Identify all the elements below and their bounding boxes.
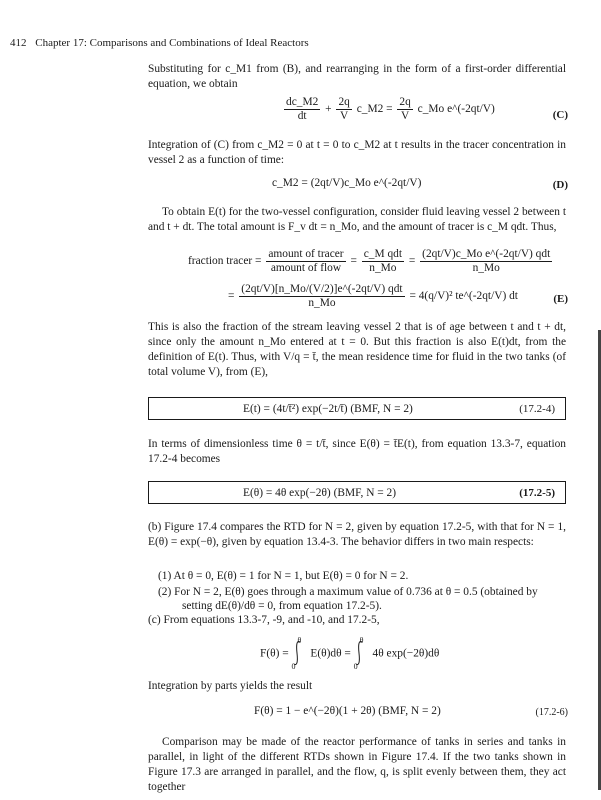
equation-e-line-2: = $\frac{\text{(2qt/V)[n\_Mo/(V/2)]e\textasciicircum{}(-2qt/V) qdt}}{n\_Mo}$ = 4(q/V)² te^(-2qt/V) dt — [228, 283, 518, 310]
equation-e-line-1: fraction tracer = $\frac{\text{amount of tracer}}{\text{amount of flow}}$ = $\frac{\text{c\_M qdt}}{n\_Mo}$ = $\frac{\text{(2qt/V)c\_Mo e\textasciicircum{}(-2qt/V) qdt}}{n\_Mo}$ — [188, 248, 551, 275]
eqe-lhs: fraction tracer = — [188, 255, 262, 268]
eqe-f4-num: (2qt/V)[n_Mo/(V/2)]e^(-2qt/V) qdt — [239, 283, 404, 297]
eqe-f2-num: c_M qdt — [362, 248, 404, 262]
eqe-f3-num: (2qt/V)c_Mo e^(-2qt/V) qdt — [420, 248, 552, 262]
integral-1-lower: 0 — [291, 662, 296, 671]
chapter-title: Chapter 17: Comparisons and Combinations of Ideal Reactors — [35, 37, 309, 49]
list-item-2: (2) For N = 2, E(θ) goes through a maximum value of 0.736 at θ = 0.5 (obtained by — [158, 586, 538, 598]
equation-17-2-6: F(θ) = 1 − e^(−2θ)(1 + 2θ) (BMF, N = 2) — [254, 705, 441, 717]
eqc-k-den: V — [340, 110, 349, 123]
box1-label: (17.2-4) — [519, 403, 555, 415]
integral-1-upper: θ — [297, 636, 302, 645]
boxed-equation-17-2-4 — [148, 397, 566, 420]
eqc-lhs-num: dc_M2 — [284, 96, 320, 110]
eqf-lhs: F(θ) = — [260, 647, 289, 660]
integral-sign-2 — [353, 636, 370, 671]
paragraph-6: (b) Figure 17.4 compares the RTD for N = 2, given by equation 17.2-5, with that for N = 1, E(θ) = exp(−θ), given by equation 13.4-3. The behavior differs in two main respects: — [148, 521, 566, 549]
boxed-equation-17-2-5 — [148, 481, 566, 504]
list-item-2-continued: setting dE(θ)/dθ = 0, from equation 17.2-5). — [182, 600, 382, 612]
list-item-3: (c) From equations 13.3-7, -9, and -10, and 17.2-5, — [148, 614, 380, 626]
box2-label: (17.2-5) — [519, 487, 555, 499]
eqf-rhs: 4θ exp(−2θ)dθ — [372, 647, 440, 660]
paragraph-3: To obtain E(t) for the two-vessel configuration, consider fluid leaving vessel 2 between t and t + dt. The total amount is F_v dt = n_Mo, and the amount of tracer is c_M qdt. Thus, — [148, 206, 566, 234]
integral-2-lower: 0 — [353, 662, 358, 671]
eqe-f1-den: amount of flow — [270, 262, 342, 275]
eqe-f2-den: n_Mo — [369, 262, 397, 275]
paragraph-2: Integration of (C) from c_M2 = 0 at t = 0 to c_M2 at t results in the tracer concentration in vessel 2 as a function of time: — [148, 139, 566, 167]
eqc-equals: = — [386, 103, 393, 116]
page-number: 412 — [10, 37, 27, 49]
scan-edge-shadow — [590, 330, 601, 790]
integral-sign-1 — [291, 636, 308, 671]
paragraph-1: Substituting for c_M1 from (B), and rearranging in the form of a first-order differential equation, we obtain — [148, 63, 566, 91]
equation-c-label: (C) — [552, 109, 568, 121]
page-header — [10, 36, 309, 51]
equation-d: c_M2 = (2qt/V)c_Mo e^(-2qt/V) — [272, 177, 422, 189]
eqc-r-num: 2q — [397, 96, 412, 110]
eqc-k-num: 2q — [336, 96, 351, 110]
box2-equation: E(θ) = 4θ exp(−2θ) (BMF, N = 2) — [243, 487, 397, 499]
equation-d-label: (D) — [552, 179, 568, 191]
paragraph-8: Comparison may be made of the reactor performance of tanks in series and tanks in parallel, in light of the different RTDs shown in Figure 17.4. If the two tanks shown in Figure 17.3 are arranged in parallel, and the flow, q, is split evenly between them, they act together — [148, 736, 566, 794]
eqc-lhs-den: dt — [297, 110, 307, 123]
eqe-f4-den: n_Mo — [308, 297, 336, 310]
box1-equation: E(t) = (4t/t̄²) exp(−2t/t̄) (BMF, N = 2) — [243, 403, 413, 415]
integral-2-upper: θ — [359, 636, 364, 645]
list-item-1: (1) At θ = 0, E(θ) = 1 for N = 1, but E(θ) = 0 for N = 2. — [158, 570, 409, 582]
eqe-result: = 4(q/V)² te^(-2qt/V) dt — [409, 290, 518, 303]
eqe-f3-den: n_Mo — [472, 262, 500, 275]
equation-e-label: (E) — [553, 293, 568, 305]
eqe-f1-num: amount of tracer — [266, 248, 345, 262]
equation-17-2-6-label: (17.2-6) — [535, 707, 568, 718]
eqc-plus: + — [325, 103, 332, 116]
eqc-rhs: c_Mo e^(-2qt/V) — [417, 103, 495, 116]
eqf-mid: E(θ)dθ = — [310, 647, 351, 660]
eqc-var: c_M2 — [356, 103, 384, 116]
equation-f-integral — [260, 636, 440, 671]
equation-c — [282, 96, 495, 123]
paragraph-5: In terms of dimensionless time θ = t/t̄, since E(θ) = t̄E(t), from equation 13.3-7, equation 17.2-4 becomes — [148, 438, 566, 466]
eqc-r-den: V — [401, 110, 410, 123]
paragraph-7: Integration by parts yields the result — [148, 680, 313, 692]
paragraph-4: This is also the fraction of the stream leaving vessel 2 that is of age between t and t + dt, since only the amount n_Mo entered at t = 0. But this fraction is also E(t)dt, from the definition of E(t). Thus, with V/q = t̄, the mean residence time for fluid in the two tanks (of total volume V), from (E), — [148, 321, 566, 379]
